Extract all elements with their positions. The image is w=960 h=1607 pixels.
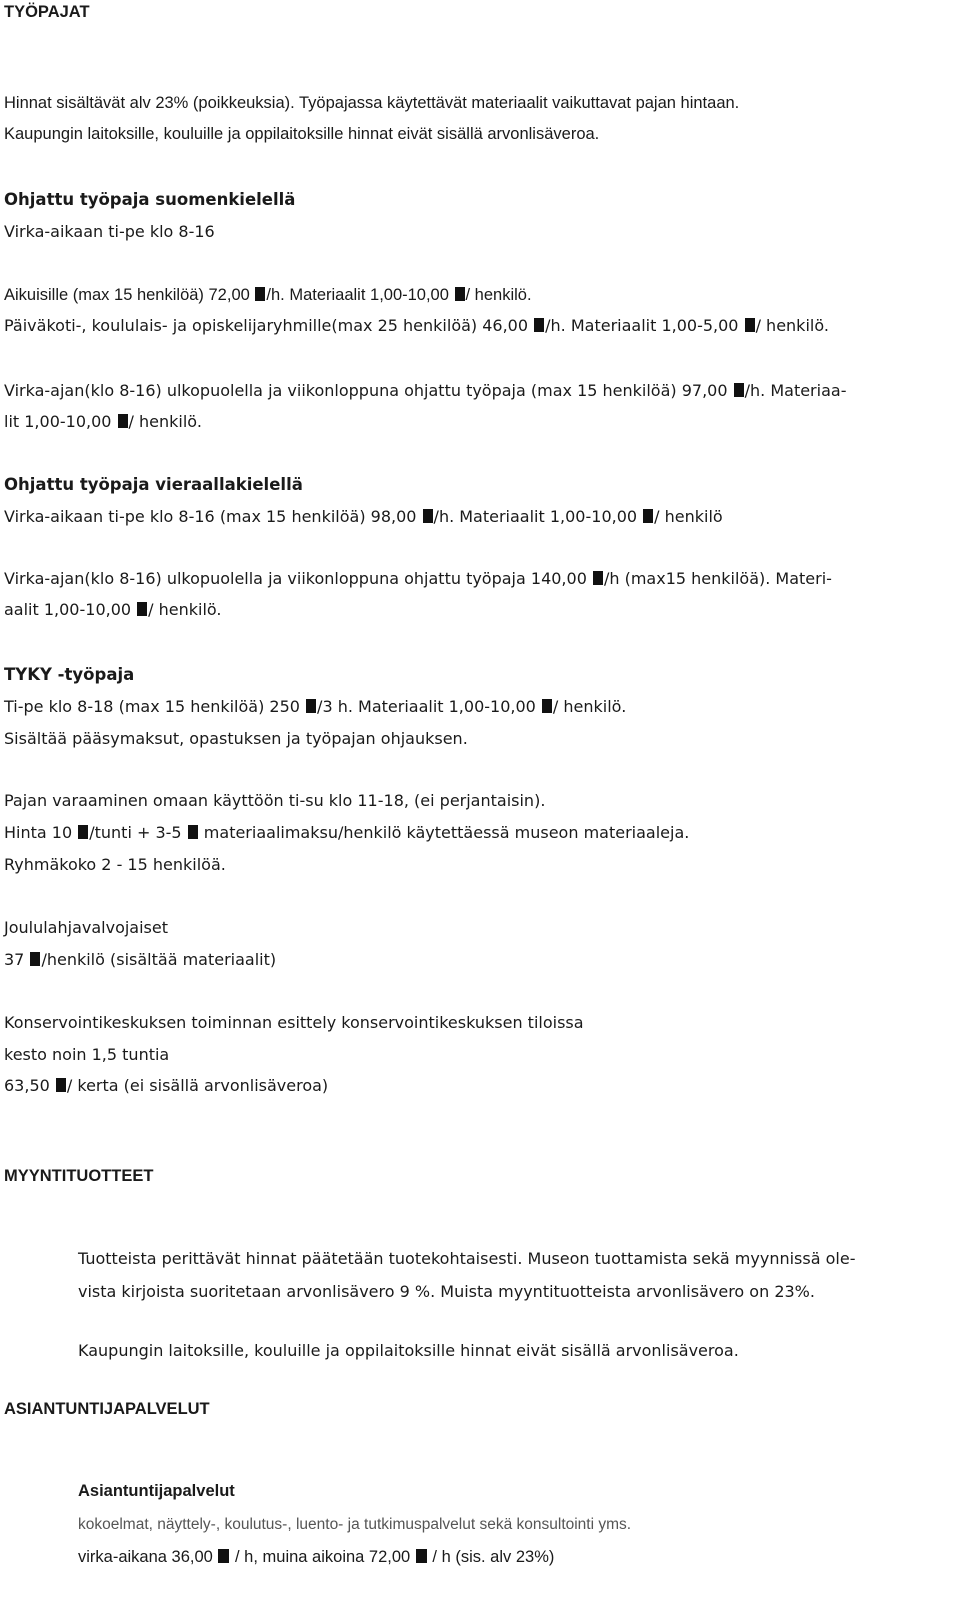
finnish-workshop-hours: Virka-aikaan ti-pe klo 8-16: [4, 222, 215, 241]
euro-icon: [416, 1549, 427, 1563]
sales-text-line-3: Kaupungin laitoksille, kouluille ja oppilaitoksille hinnat eivät sisällä arvonlisäveroa.: [78, 1341, 739, 1360]
tyky-hours-line: Ti-pe klo 8-18 (max 15 henkilöä) 250 /3 h. Materiaalit 1,00-10,00 / henkilö.: [4, 697, 627, 716]
euro-icon: [188, 825, 198, 839]
euro-icon: [423, 509, 433, 523]
outside-hours-price-line: Virka-ajan(klo 8-16) ulkopuolella ja viikonloppuna ohjattu työpaja (max 15 henkilöä) 97,00 /h. Materiaa-: [4, 381, 847, 400]
euro-icon: [734, 383, 744, 397]
euro-icon: [643, 509, 653, 523]
section-title-tyopajat: TYÖPAJAT: [4, 3, 90, 21]
euro-icon: [534, 318, 544, 332]
euro-icon: [306, 699, 316, 713]
christmas-price-line: 37 /henkilö (sisältää materiaalit): [4, 950, 277, 969]
heading-foreign-language-workshop: Ohjattu työpaja vieraallakielellä: [4, 475, 303, 494]
euro-icon: [542, 699, 552, 713]
euro-icon: [56, 1078, 66, 1092]
heading-expert-services: Asiantuntijapalvelut: [78, 1482, 235, 1500]
euro-icon: [30, 952, 40, 966]
workshop-group-size-line: Ryhmäkoko 2 - 15 henkilöä.: [4, 855, 226, 874]
heading-christmas-workshop: Joululahjavalvojaiset: [4, 918, 168, 937]
euro-icon: [255, 287, 265, 301]
euro-icon: [78, 825, 88, 839]
euro-icon: [593, 571, 603, 585]
outside-hours-materials-line: lit 1,00-10,00 / henkilö.: [4, 412, 202, 431]
heading-tyky-workshop: TYKY -työpaja: [4, 665, 135, 684]
expert-services-price-line: virka-aikana 36,00 / h, muina aikoina 72,00 / h (sis. alv 23%): [78, 1548, 555, 1566]
workshop-rental-line: Pajan varaaminen omaan käyttöön ti-su klo 11-18, (ei perjantaisin).: [4, 791, 546, 810]
euro-icon: [218, 1549, 229, 1563]
sales-text-line-1: Tuotteista perittävät hinnat päätetään tuotekohtaisesti. Museon tuottamista sekä myynnissä ole-: [78, 1249, 856, 1268]
groups-price-line: Päiväkoti-, koululais- ja opiskelijaryhmille(max 25 henkilöä) 46,00 /h. Materiaalit 1,00-5,00 / henkilö.: [4, 316, 829, 335]
intro-city-text: Kaupungin laitoksille, kouluille ja oppilaitoksille hinnat eivät sisällä arvonlisäveroa.: [4, 125, 600, 143]
tyky-includes-line: Sisältää pääsymaksut, opastuksen ja työpajan ohjauksen.: [4, 729, 468, 748]
foreign-outside-hours-line: Virka-ajan(klo 8-16) ulkopuolella ja viikonloppuna ohjattu työpaja 140,00 /h (max15 henkilöä). Materi-: [4, 569, 832, 588]
euro-icon: [745, 318, 755, 332]
conservation-duration-line: kesto noin 1,5 tuntia: [4, 1045, 170, 1064]
expert-services-description: kokoelmat, näyttely-, koulutus-, luento- ja tutkimuspalvelut sekä konsultointi yms.: [78, 1516, 632, 1533]
foreign-outside-materials-line: aalit 1,00-10,00 / henkilö.: [4, 600, 222, 619]
euro-icon: [137, 602, 147, 616]
section-title-asiantuntijapalvelut: ASIANTUNTIJAPALVELUT: [4, 1400, 210, 1418]
adults-price-line: Aikuisille (max 15 henkilöä) 72,00 /h. Materiaalit 1,00-10,00 / henkilö.: [4, 286, 532, 304]
euro-icon: [118, 414, 128, 428]
conservation-intro-line: Konservointikeskuksen toiminnan esittely konservointikeskuksen tiloissa: [4, 1013, 584, 1032]
conservation-price-line: 63,50 / kerta (ei sisällä arvonlisäveroa): [4, 1076, 329, 1095]
section-title-myyntituotteet: MYYNTITUOTTEET: [4, 1167, 154, 1185]
workshop-rental-price-line: Hinta 10 /tunti + 3-5 materiaalimaksu/henkilö käytettäessä museon materiaaleja.: [4, 823, 690, 842]
foreign-workshop-hours-line: Virka-aikaan ti-pe klo 8-16 (max 15 henkilöä) 98,00 /h. Materiaalit 1,00-10,00 / henkilö: [4, 507, 723, 526]
euro-icon: [455, 287, 465, 301]
sales-text-line-2: vista kirjoista suoritetaan arvonlisävero 9 %. Muista myyntituotteista arvonlisävero on 23%.: [78, 1282, 815, 1301]
intro-vat-text: Hinnat sisältävät alv 23% (poikkeuksia). Työpajassa käytettävät materiaalit vaikuttavat pajan hintaan.: [4, 94, 740, 112]
heading-finnish-workshop: Ohjattu työpaja suomenkielellä: [4, 190, 296, 209]
